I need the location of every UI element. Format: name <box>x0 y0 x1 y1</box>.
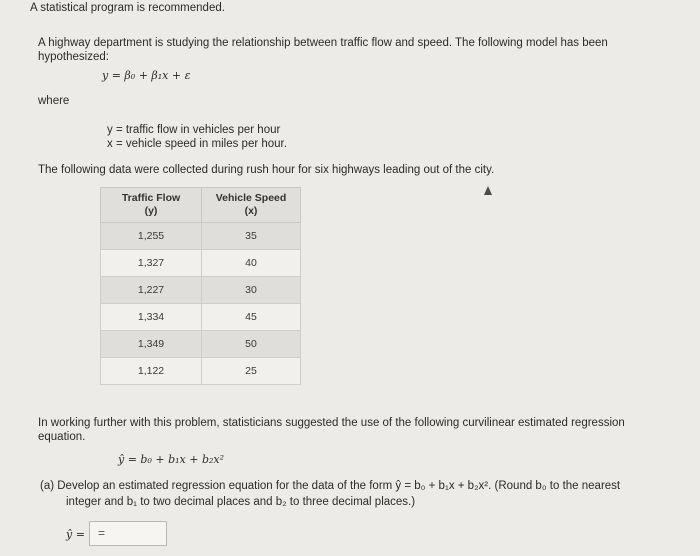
data-intro-text: The following data were collected during rush hour for six highways leading out of the city. <box>38 164 495 176</box>
part-a-text-line1: (a) Develop an estimated regression equation for the data of the form ŷ = b₀ + b₁x + b₂x². (Round b₀ to the nearest <box>40 480 621 492</box>
part-a-text-line2: integer and b₁ to two decimal places and b₂ to three decimal places.) <box>66 496 416 508</box>
cell-vehicle-speed: 30 <box>202 277 301 304</box>
recommend-note: A statistical program is recommended. <box>30 2 225 14</box>
definition-y: y = traffic flow in vehicles per hour <box>107 124 281 136</box>
table-row <box>101 223 301 250</box>
cell-traffic-flow: 1,327 <box>101 250 202 277</box>
cell-traffic-flow: 1,122 <box>101 358 202 385</box>
cell-vehicle-speed: 25 <box>202 358 301 385</box>
cell-vehicle-speed: 35 <box>202 223 301 250</box>
followup-text-line1: In working further with this problem, statisticians suggested the use of the following curvilinear estimated regression <box>38 417 625 429</box>
cell-traffic-flow: 1,227 <box>101 277 202 304</box>
cell-vehicle-speed: 40 <box>202 250 301 277</box>
cell-traffic-flow: 1,334 <box>101 304 202 331</box>
cell-vehicle-speed: 50 <box>202 331 301 358</box>
cell-vehicle-speed: 45 <box>202 304 301 331</box>
where-label: where <box>38 95 70 107</box>
mouse-cursor-icon <box>484 186 492 195</box>
table-row <box>101 331 301 358</box>
table-row <box>101 358 301 385</box>
table-row <box>101 277 301 304</box>
problem-text-line2: hypothesized: <box>38 51 109 63</box>
data-table <box>100 187 301 385</box>
definition-x: x = vehicle speed in miles per hour. <box>107 138 287 150</box>
cell-traffic-flow: 1,255 <box>101 223 202 250</box>
cell-traffic-flow: 1,349 <box>101 331 202 358</box>
curvilinear-equation: ŷ = b₀ + b₁x + b₂x² <box>118 453 225 466</box>
table-header-row <box>101 188 301 223</box>
answer-label: ŷ = <box>66 528 85 541</box>
table-row <box>101 250 301 277</box>
header-vehicle-speed: Vehicle Speed (x) <box>202 188 301 223</box>
table-row <box>101 304 301 331</box>
followup-text-line2: equation. <box>38 431 86 443</box>
header-traffic-flow: Traffic Flow (y) <box>101 188 202 223</box>
answer-input[interactable]: = <box>89 521 167 546</box>
model-equation: y = β₀ + β₁x + ε <box>102 69 191 82</box>
problem-text-line1: A highway department is studying the relationship between traffic flow and speed. The following model has been <box>38 37 608 49</box>
